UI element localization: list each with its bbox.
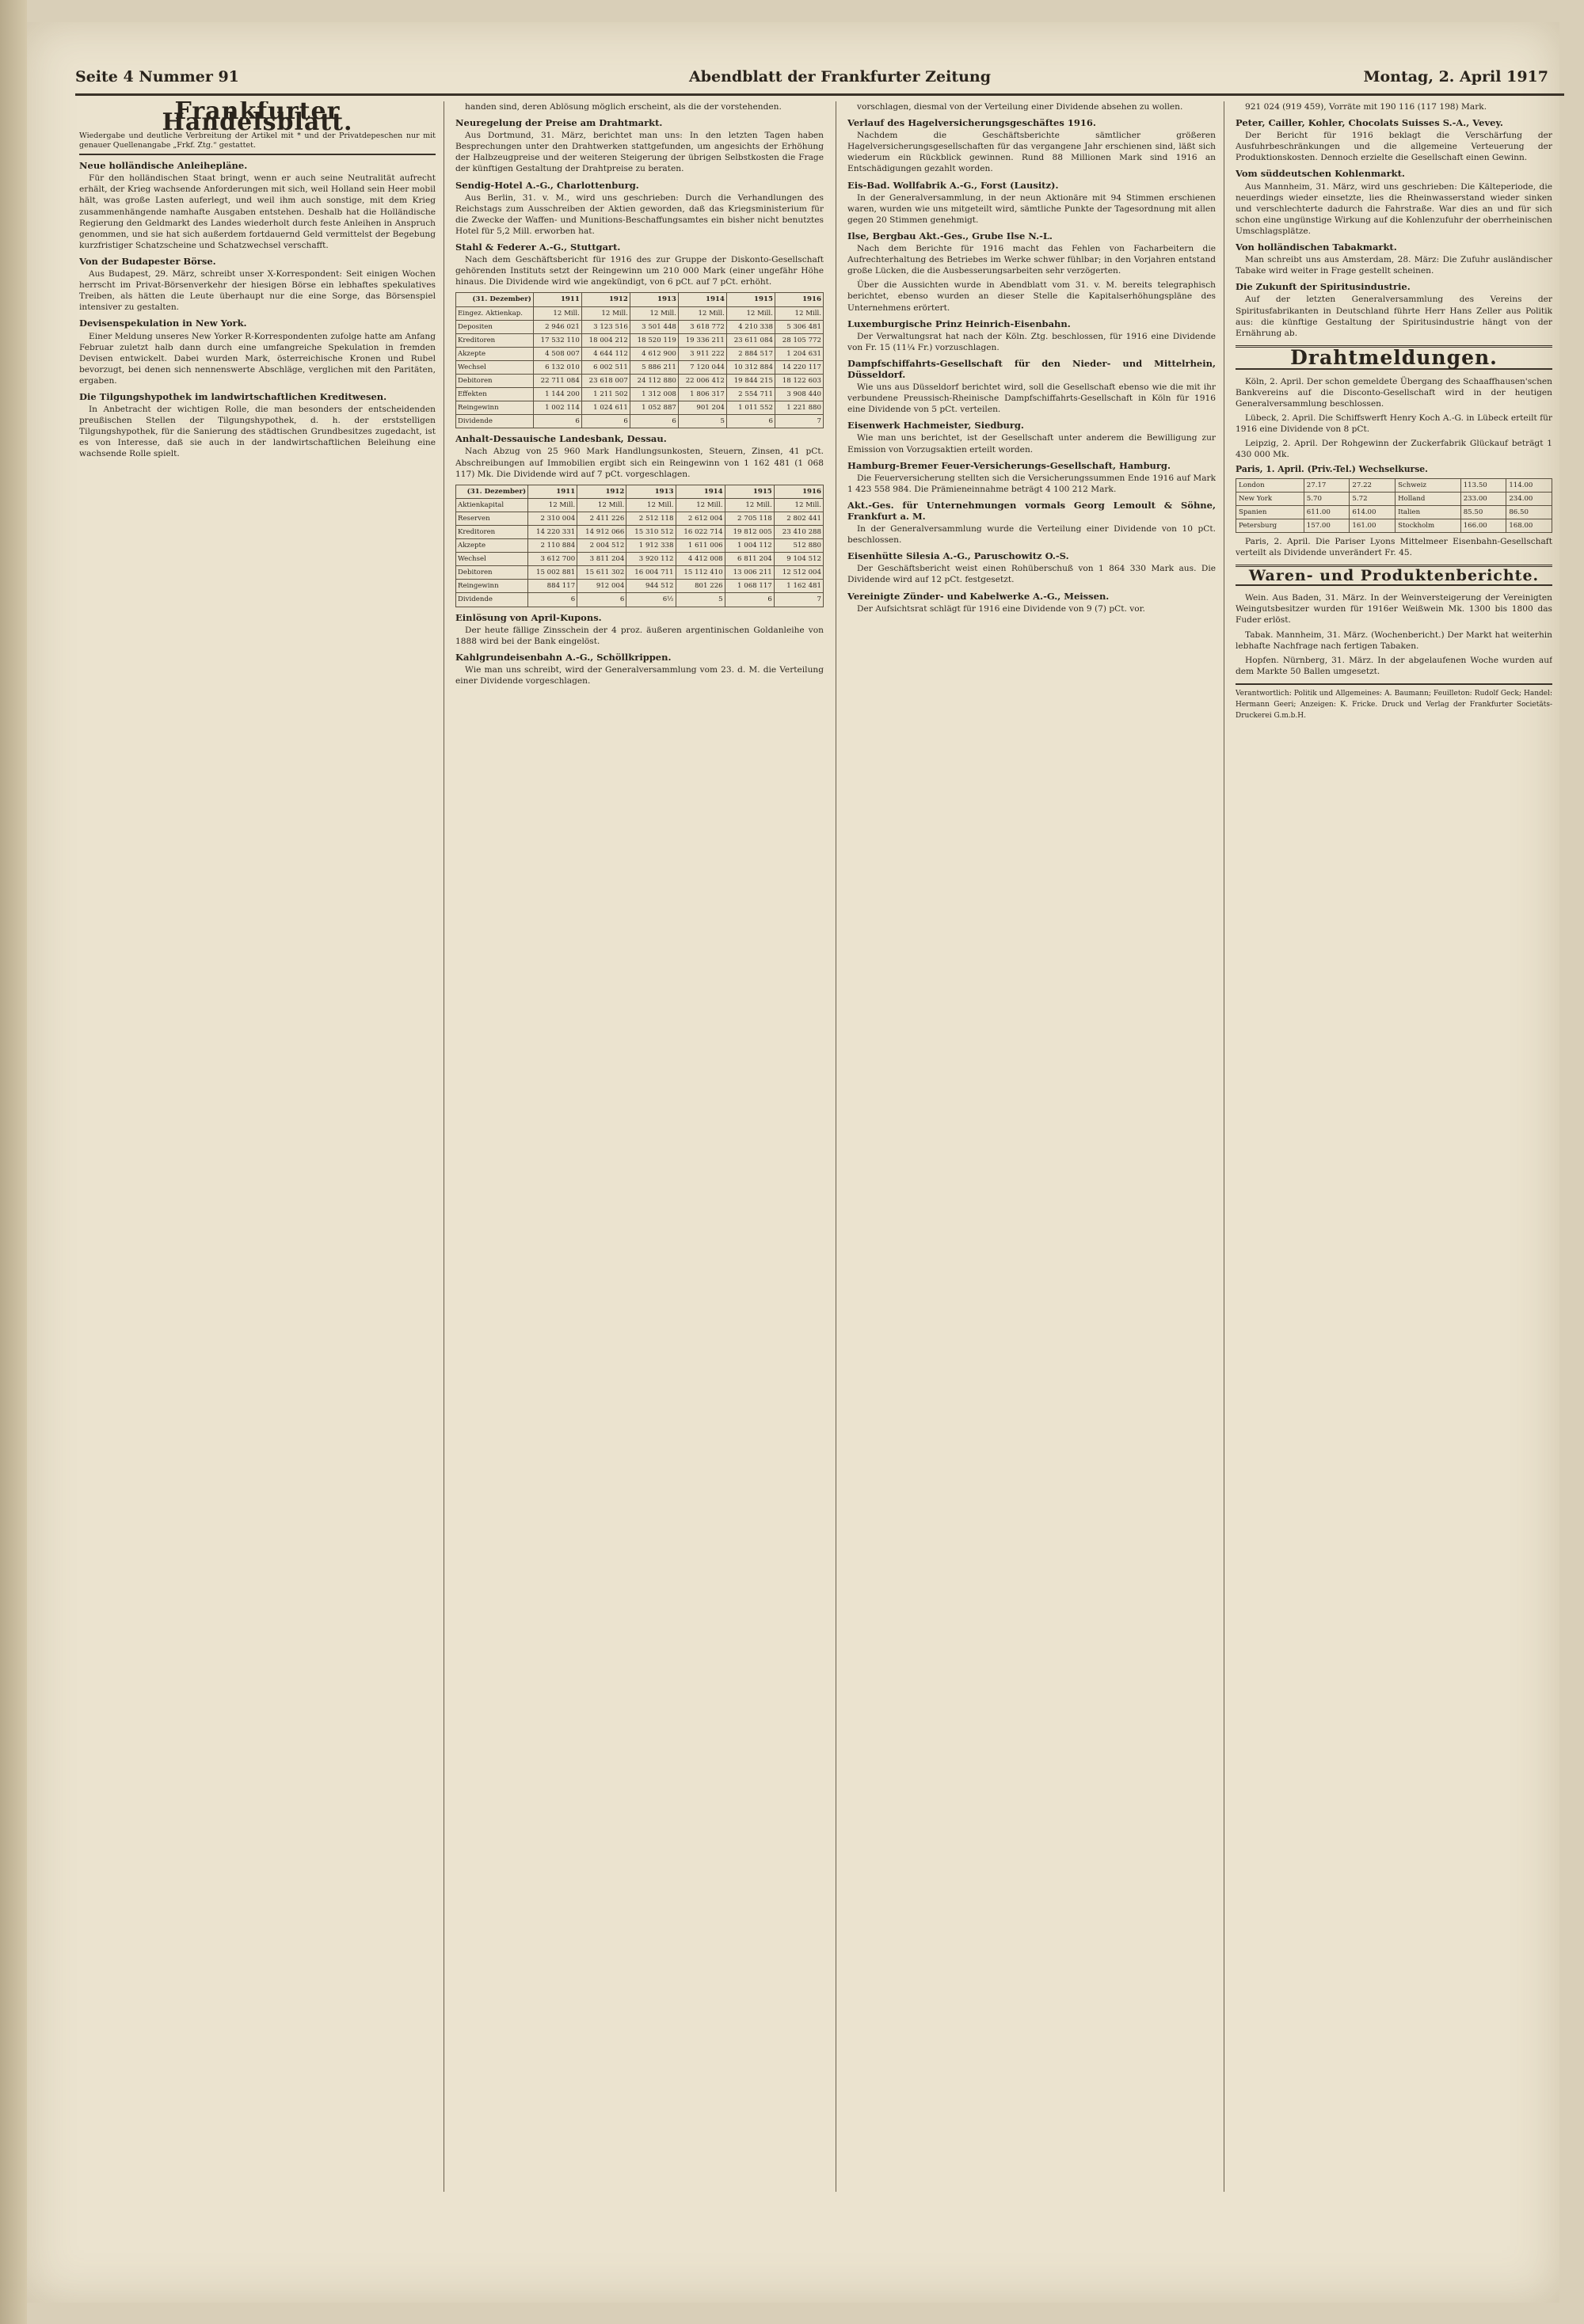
table-cell: Dividende [456,593,528,607]
table-cell: Dividende [456,415,534,428]
article-headline: Akt.-Ges. für Unternehmungen vormals Georg Lemoult & Söhne, Frankfurt a. M. [847,499,1216,522]
table-row [456,498,824,512]
table-cell: Aktienkapital [456,498,528,512]
table-cell: 166.00 [1460,519,1506,532]
article-body: Auf der letzten Generalversammlung des Vereins der Spiritusfabrikanten in Deutschland führte Herr Hans Zeller aus Politik aus: die künftige Gestaltung der Spiritusindustrie hängt von der Ernährung ab. [1236,295,1552,338]
table-cell: 10 312 884 [726,360,775,374]
article-headline: Stahl & Federer A.-G., Stuttgart. [455,242,621,253]
table-cell: Reingewinn [456,580,528,593]
table-cell: 27.22 [1350,478,1396,492]
article-body: In der Generalversammlung, in der neun Aktionäre mit 94 Stimmen erschienen waren, wurden wie uns mitgeteilt wird, sämtliche Punkte der Tagesordnung mit allen gegen 20 Stimmen genehmigt. [847,192,1216,225]
table-cell: 168.00 [1506,519,1552,532]
article-headline: Luxemburgische Prinz Heinrich-Eisenbahn. [847,318,1071,329]
table-cell: 16 022 714 [676,526,725,539]
table-cell: Depositen [456,320,534,333]
table-row [456,306,824,320]
table-cell: 1 052 887 [630,401,678,415]
table-cell: Akzepte [456,347,534,360]
table-row [456,415,824,428]
table-cell: 27.17 [1304,478,1350,492]
table-cell: 2 884 517 [726,347,775,360]
table-cell: 1 211 502 [581,388,630,401]
article-headline: Von der Budapester Börse. [79,255,216,267]
table-cell: 2 946 021 [533,320,581,333]
table-cell: 1 204 631 [775,347,823,360]
table-cell: 22 711 084 [533,374,581,387]
table-cell: 18 004 212 [581,333,630,347]
table-cell: 1 221 880 [775,401,823,415]
table-cell: London [1236,478,1304,492]
table-cell: 4 612 900 [630,347,678,360]
article-headline: Ilse, Bergbau Akt.-Ges., Grube Ilse N.-L. [847,230,1053,242]
article-headline: Die Zukunft der Spiritusindustrie. [1236,281,1411,293]
table-cell: Wechsel [456,360,534,374]
table-cell: Wechsel [456,553,528,566]
table-cell: 6 [577,593,626,607]
table-row [456,526,824,539]
article-body: In Anbetracht der wichtigen Rolle, die man besonders der entscheidenden preußischen Stellen der Tilgungshypothek, d. h. der erststelligen Tilgungshypothek, für die Sanierung des städtischen Grundbesitzes zugedacht, ist es von Interesse, daß sie auch in der landwirtschaftlichen Beleihung eine wachsende Rolle spielt. [79,405,436,459]
table-cell: 6 811 204 [725,553,774,566]
table-cell: 12 Mill. [626,498,676,512]
table-cell: 15 310 512 [626,526,676,539]
table-cell: 3 811 204 [577,553,626,566]
table-cell: 5 [678,415,726,428]
table-cell: Stockholm [1396,519,1461,532]
page-header [75,62,1564,96]
table-cell: 1 002 114 [533,401,581,415]
table-cell: 5.70 [1304,492,1350,505]
table-cell: 6 [726,415,775,428]
table-cell: 3 612 700 [528,553,577,566]
table-cell: 86.50 [1506,505,1552,519]
table-cell: Akzepte [456,539,528,553]
table-cell: 1 611 006 [676,539,725,553]
table-header-cell: 1915 [725,485,774,498]
table-header-cell: 1913 [626,485,676,498]
table-cell: 2 110 884 [528,539,577,553]
table-cell: Kreditoren [456,526,528,539]
column-4 [1236,101,1552,2128]
article-body: Aus Berlin, 31. v. M., wird uns geschrieben: Durch die Verhandlungen des Reichstags zum Ausschreiben der Aktien geworden, daß das Kriegsministerium für die Zwecke der Waffen- und Munitions-Beschaffungsamtes ein bisher nicht benutztes Hotel für 5,2 Mill. erworben hat. [455,192,824,236]
article-body: 921 024 (919 459), Vorräte mit 190 116 (117 198) Mark. [1245,102,1487,112]
article-headline: Peter, Cailler, Kohler, Chocolats Suisses S.-A., Vevey. [1236,117,1503,129]
news-wire-item: Lübeck, 2. April. Die Schiffswerft Henry Koch A.-G. in Lübeck erteilt für 1916 eine Dividende von 8 pCt. [1236,413,1552,435]
section-title-drahtmeldungen: Drahtmeldungen. [1236,345,1552,370]
table-cell: 9 104 512 [774,553,823,566]
newspaper-name: Abendblatt der Frankfurter Zeitung [689,68,992,86]
table-cell: 24 112 880 [630,374,678,387]
table-header-cell: 1916 [775,293,823,306]
table-cell: 4 210 338 [726,320,775,333]
table-cell: New York [1236,492,1304,505]
table-cell: 3 920 112 [626,553,676,566]
news-wire-item: Paris, 2. April. Die Pariser Lyons Mittelmeer Eisenbahn-Gesellschaft verteilt als Dividende unverändert Fr. 45. [1236,537,1552,558]
table-header-cell: 1915 [726,293,775,306]
table-cell: Debitoren [456,566,528,580]
table-cell: 12 Mill. [726,306,775,320]
table-cell: 3 908 440 [775,388,823,401]
table-row [456,566,824,580]
table-cell: Spanien [1236,505,1304,519]
table-cell: 161.00 [1350,519,1396,532]
table-cell: 14 220 331 [528,526,577,539]
table-cell: Debitoren [456,374,534,387]
article-body: Der heute fällige Zinsschein der 4 proz. äußeren argentinischen Goldanleihe von 1888 wird bei der Bank eingelöst. [455,625,824,646]
table-row [456,388,824,401]
article-body: Wie man uns schreibt, wird der Generalversammlung vom 23. d. M. die Verteilung einer Dividende vorgeschlagen. [455,664,824,687]
table-cell: 1 806 317 [678,388,726,401]
article-body: Aus Dortmund, 31. März, berichtet man uns: In den letzten Tagen haben Besprechungen unter den Drahtwerken stattgefunden, um angesichts der Erhöhung der Halbzeugpreise und der weiteren Steigerung der übrigen Selbstkosten die Frage der künftigen Gestaltung der Drahtpreise zu beraten. [455,131,824,174]
table-cell: Italien [1396,505,1461,519]
table-cell: 4 644 112 [581,347,630,360]
issue-date: Montag, 2. April 1917 [1363,68,1548,86]
table-header-cell: 1911 [533,293,581,306]
article-body: handen sind, deren Ablösung möglich erscheint, als die der vorstehenden. [465,102,782,112]
article-headline: Hamburg-Bremer Feuer-Versicherungs-Gesellschaft, Hamburg. [847,459,1171,471]
article-body: Der Bericht für 1916 beklagt die Verschärfung der Ausfuhrbeschränkungen und die allgemeine Verteuerung der Produktionskosten. Dennoch erzielte die Gesellschaft einen Gewinn. [1236,131,1552,163]
news-wire-item: Leipzig, 2. April. Der Rohgewinn der Zuckerfabrik Glückauf beträgt 1 430 000 Mk. [1236,439,1552,460]
table-cell: 12 Mill. [678,306,726,320]
article-headline: Vom süddeutschen Kohlenmarkt. [1236,168,1405,180]
table-row [456,401,824,415]
market-report: Wein. Aus Baden, 31. März. In der Weinversteigerung der Vereinigten Weingutsbesitzer wurden für 1916er Weißwein Mk. 1300 bis 1800 das Fuder erlöst. [1236,593,1552,626]
table-cell: 3 501 448 [630,320,678,333]
table-cell: 801 226 [676,580,725,593]
table-header-cell: 1912 [581,293,630,306]
article-body: Nach dem Geschäftsbericht für 1916 des zur Gruppe der Diskonto-Gesellschaft gehörenden Instituts setzt der Reingewinn um 210 000 Mark (einer ungefähr Höhe hinaus. Die Dividende wird wie angekündigt, von 6 pCt. auf 7 pCt. erhöht. [455,255,824,287]
table-cell: 6 [528,593,577,607]
table-cell: 233.00 [1460,492,1506,505]
article-headline: Dampfschiffahrts-Gesellschaft für den Nieder- und Mittelrhein, Düsseldorf. [847,357,1216,380]
table-row [456,333,824,347]
article-body: Der Verwaltungsrat hat nach der Köln. Ztg. beschlossen, für 1916 eine Dividende von Fr. 15 (11¼ Fr.) vorzuschlagen. [847,331,1216,352]
table-cell: Reserven [456,512,528,525]
table-cell: 6 [630,415,678,428]
table-cell: 12 Mill. [577,498,626,512]
table-header-cell: 1913 [630,293,678,306]
article-body: Für den holländischen Staat bringt, wenn er auch seine Neutralität aufrecht erhält, der Krieg wachsende Anforderungen mit sich, weil Holland sein Heer mobil hält, was große Lasten auferlegt, und weil ihm auch sonstige, mit dem Krieg zusammenhängende namhafte Ausgaben entstehen. Deshalb hat die Holländische Regierung den Geldmarkt des Landes wiederholt durch feste Anleihen in Anspruch genommen, und sie hat sich außerdem fortdauernd Geld vermittelst der Begebung kurzfristiger Schatzscheine und Schatzwechsel verschafft. [79,173,436,250]
article-headline: Verlauf des Hagelversicherungsgeschäftes 1916. [847,117,1096,129]
table-cell: 12 Mill. [775,306,823,320]
news-wire-item: Köln, 2. April. Der schon gemeldete Übergang des Schaaffhausen'schen Bankvereins auf die Disconto-Gesellschaft wird in der heutigen Generalversammlung beschlossen. [1236,376,1552,409]
article-body: Wie uns aus Düsseldorf berichtet wird, soll die Gesellschaft ebenso wie die mit ihr verbundene Preussisch-Rheinische Dampfschiffahrts-Gesellschaft in Köln für 1916 eine Dividende von 5 pCt. verteilen. [847,382,1216,415]
table-cell: 2 802 441 [774,512,823,525]
table-header-cell: (31. Dezember) [456,485,528,498]
column-2 [455,101,824,2128]
table-cell: 884 117 [528,580,577,593]
masthead-subtitle: Wiedergabe und deutliche Verbreitung der Artikel mit * und der Privatdepeschen nur mit genauer Quellenangabe „Frkf. Ztg.“ gestattet. [79,131,436,150]
table-cell: 18 520 119 [630,333,678,347]
table-cell: 114.00 [1506,478,1552,492]
table-cell: 512 880 [774,539,823,553]
table-cell: 12 Mill. [533,306,581,320]
article-body: Nach Abzug von 25 960 Mark Handlungsunkosten, Steuern, Zinsen, 41 pCt. Abschreibungen auf Immobilien ergibt sich ein Reingewinn von 1 162 481 (1 068 117) Mk. Die Dividende wird auf 7 pCt. vorgeschlagen. [455,447,824,479]
table-header-row [456,293,824,306]
table-cell: 16 004 711 [626,566,676,580]
table-cell: 12 Mill. [676,498,725,512]
table-cell: 614.00 [1350,505,1396,519]
table-row [456,374,824,387]
table-cell: 2 705 118 [725,512,774,525]
article-headline: Vereinigte Zünder- und Kabelwerke A.-G., Meissen. [847,590,1110,602]
article-headline: Neue holländische Anleihepläne. [79,160,248,172]
table-cell: 2 512 118 [626,512,676,525]
table-row [456,580,824,593]
table-cell: 1 144 200 [533,388,581,401]
table-cell: 2 310 004 [528,512,577,525]
table-cell: 1 011 552 [726,401,775,415]
table-cell: 6 002 511 [581,360,630,374]
article-body: Die Feuerversicherung stellten sich die Versicherungssummen Ende 1916 auf Mark 1 423 558 984. Die Prämieneinnahme beträgt 4 100 212 Mark. [847,473,1216,494]
article-headline: Eisenwerk Hachmeister, Siedburg. [847,420,1024,432]
table-cell: 17 532 110 [533,333,581,347]
table-cell: Petersburg [1236,519,1304,532]
table-cell: 2 411 226 [577,512,626,525]
market-report: Tabak. Mannheim, 31. März. (Wochenbericht.) Der Markt hat weiterhin lebhafte Nachfrage nach fertigen Tabaken. [1236,629,1552,651]
table-cell: 4 508 007 [533,347,581,360]
table-cell: 13 006 211 [725,566,774,580]
article-headline: Eis-Bad. Wollfabrik A.-G., Forst (Lausitz). [847,179,1059,191]
article-body: Der Aufsichtsrat schlägt für 1916 eine Dividende von 9 (7) pCt. vor. [857,603,1145,614]
table-cell: 6 [581,415,630,428]
article-body: Aus Budapest, 29. März, schreibt unser X-Korrespondent: Seit einigen Wochen herrscht im Privat-Börsenverkehr der hiesigen Börse ein lebhaftes spekulatives Treiben, als hätten die Leute überhaupt nur die eine Sorge, das Börsenspiel intensiver zu gestalten. [79,269,436,313]
table-header-cell: 1916 [774,485,823,498]
table-row [456,360,824,374]
financial-table [455,292,824,428]
table-row [456,593,824,607]
table-row [1236,478,1552,492]
table-cell: 611.00 [1304,505,1350,519]
table-cell: 1 912 338 [626,539,676,553]
exchange-rate-table [1236,478,1552,533]
table-header-cell: 1912 [577,485,626,498]
table-header-cell: 1914 [676,485,725,498]
article-headline: Devisenspekulation in New York. [79,318,247,329]
table-cell: 22 006 412 [678,374,726,387]
article-body: Wie man uns berichtet, ist der Gesellschaft unter anderem die Bewilligung zur Emission von Vorzugsaktien erteilt worden. [847,433,1216,455]
table-cell: 1 162 481 [774,580,823,593]
table-header-cell: (31. Dezember) [456,293,534,306]
table-cell: Schweiz [1396,478,1461,492]
column-3 [847,101,1216,2128]
article-headline: Sendig-Hotel A.-G., Charlottenburg. [455,179,639,191]
table-cell: 19 844 215 [726,374,775,387]
table-cell: 12 Mill. [581,306,630,320]
article-body: Der Geschäftsbericht weist einen Rohüberschuß von 1 864 330 Mark aus. Die Dividende wird auf 12 pCt. festgesetzt. [847,564,1216,585]
table-cell: Holland [1396,492,1461,505]
article-headline: Anhalt-Dessauische Landesbank, Dessau. [455,433,667,445]
table-row [1236,492,1552,505]
table-cell: 12 Mill. [528,498,577,512]
table-cell: 14 912 066 [577,526,626,539]
table-cell: 12 Mill. [630,306,678,320]
table-cell: 19 336 211 [678,333,726,347]
table-cell: 1 312 008 [630,388,678,401]
table-cell: 5 886 211 [630,360,678,374]
article-body: Nachdem die Geschäftsberichte sämtlicher größeren Hagelversicherungsgesellschaften für das vergangene Jahr erschienen sind, läßt sich wiederum ein Rückblick gewinnen. Rund 88 Millionen Mark sind 1916 an Entschädigungen gezahlt worden. [847,131,1216,174]
article-body: vorschlagen, diesmal von der Verteilung einer Dividende absehen zu wollen. [857,102,1183,112]
table-row [1236,519,1552,532]
table-cell: 23 611 084 [726,333,775,347]
table-cell: 23 618 007 [581,374,630,387]
article-body: Nach dem Berichte für 1916 macht das Fehlen von Facharbeitern die Aufrechterhaltung des Betriebes im Werke schwer fühlbar; in den Vorjahren entstand große Lücken, die die Ausbesserungsarbeiten sehr verzögerten. [847,244,1216,276]
table-cell: 5 [676,593,725,607]
article-headline: Die Tilgungshypothek im landwirtschaftlichen Kreditwesen. [79,390,387,402]
section-title-waren: Waren- und Produktenberichte. [1236,565,1552,586]
table-cell: Reingewinn [456,401,534,415]
article-headline: Kahlgrundeisenbahn A.-G., Schöllkrippen. [455,651,672,663]
table-cell: Effekten [456,388,534,401]
article-body: Einer Meldung unseres New Yorker R-Korrespondenten zufolge hatte am Anfang Februar zuletzt halb dann durch eine umfangreiche Spekulation in fremden Devisen entwickelt. Dabei wurden Mark, österreichische Kronen und Rubel bevorzugt, bei denen sich nennenswerte Abschläge, verglichen mit den Paritäten, ergaben. [79,331,436,386]
table-cell: 5 306 481 [775,320,823,333]
table-cell: 6½ [626,593,676,607]
imprint: Verantwortlich: Politik und Allgemeines: A. Baumann; Feuilleton: Rudolf Geck; Handel: Hermann Geeri; Anzeigen: K. Fricke. Druck und Verlag der Frankfurter Societäts-Druckerei G.m.b.H. [1236,683,1552,721]
table-cell: 15 002 881 [528,566,577,580]
table-cell: 23 410 288 [774,526,823,539]
table-header-row [456,485,824,498]
table-cell: 12 512 004 [774,566,823,580]
table-cell: 912 004 [577,580,626,593]
table-cell: 12 Mill. [725,498,774,512]
article-headline: Eisenhütte Silesia A.-G., Paruschowitz O.-S. [847,550,1069,562]
article-headline: Von holländischen Tabakmarkt. [1236,242,1397,253]
table-cell: 18 122 603 [775,374,823,387]
table-cell: Kreditoren [456,333,534,347]
table-cell: 7 120 044 [678,360,726,374]
table-cell: 85.50 [1460,505,1506,519]
table-header-cell: 1914 [678,293,726,306]
table-row [456,320,824,333]
table-cell: 4 412 008 [676,553,725,566]
article-body: Aus Mannheim, 31. März, wird uns geschrieben: Die Kälteperiode, die neuerdings wieder einsetzte, lies die Rheinwasserstand wieder sinken und verschlechterte dadurch die Fahrstraße. War dies an und für sich schon eine ungünstige Wirkung auf die Kohlenzufuhr der oberrheinischen Umschlagsplätze. [1236,181,1552,236]
table-header-cell: 1911 [528,485,577,498]
section-masthead-title: Frankfurter Handelsblatt. [162,101,353,137]
table-row [456,553,824,566]
table-cell: 157.00 [1304,519,1350,532]
binding-gutter [0,0,27,2324]
market-report: Hopfen. Nürnberg, 31. März. In der abgelaufenen Woche wurden auf dem Markte 50 Ballen umgesetzt. [1236,655,1552,676]
table-cell: 19 812 005 [725,526,774,539]
table-cell: 2 554 711 [726,388,775,401]
table-cell: 113.50 [1460,478,1506,492]
table-cell: 7 [775,415,823,428]
table-cell: 1 024 611 [581,401,630,415]
table-row [456,512,824,525]
article-body: Über die Aussichten wurde in Abendblatt vom 31. v. M. bereits telegraphisch berichtet, ebenso wurden an dieser Stelle die Kapitalserhöhungspläne des Unternehmens erörtert. [847,280,1216,313]
article-body: Man schreibt uns aus Amsterdam, 28. März: Die Zufuhr ausländischer Tabake wird weiter in Frage gestellt scheinen. [1236,255,1552,276]
table-cell: 3 618 772 [678,320,726,333]
table-cell: 2 004 512 [577,539,626,553]
table-cell: 15 611 302 [577,566,626,580]
table-cell: 15 112 410 [676,566,725,580]
masthead [79,101,436,155]
table-cell: 6 [725,593,774,607]
financial-table [455,485,824,607]
table-cell: 1 004 112 [725,539,774,553]
table-cell: 7 [774,593,823,607]
article-body: In der Generalversammlung wurde die Verteilung einer Dividende von 10 pCt. beschlossen. [847,524,1216,546]
table-cell: 901 204 [678,401,726,415]
table-row [456,539,824,553]
table-cell: 14 220 117 [775,360,823,374]
table-cell: 6 132 010 [533,360,581,374]
table-cell: 28 105 772 [775,333,823,347]
page-number: Seite 4 Nummer 91 [75,68,239,86]
table-cell: 12 Mill. [774,498,823,512]
table-cell: 3 911 222 [678,347,726,360]
article-headline: Einlösung von April-Kupons. [455,611,602,623]
table-row [456,347,824,360]
table-cell: 944 512 [626,580,676,593]
column-1 [79,101,436,2128]
table-cell: 5.72 [1350,492,1396,505]
table-cell: 1 068 117 [725,580,774,593]
article-headline: Neuregelung der Preise am Drahtmarkt. [455,117,663,129]
table-cell: 234.00 [1506,492,1552,505]
table-cell: 3 123 516 [581,320,630,333]
quotes-title: Paris, 1. April. (Priv.-Tel.) Wechselkurse. [1236,463,1428,474]
table-cell: 2 612 004 [676,512,725,525]
table-row [1236,505,1552,519]
table-cell: 6 [533,415,581,428]
table-cell: Eingez. Aktienkap. [456,306,534,320]
